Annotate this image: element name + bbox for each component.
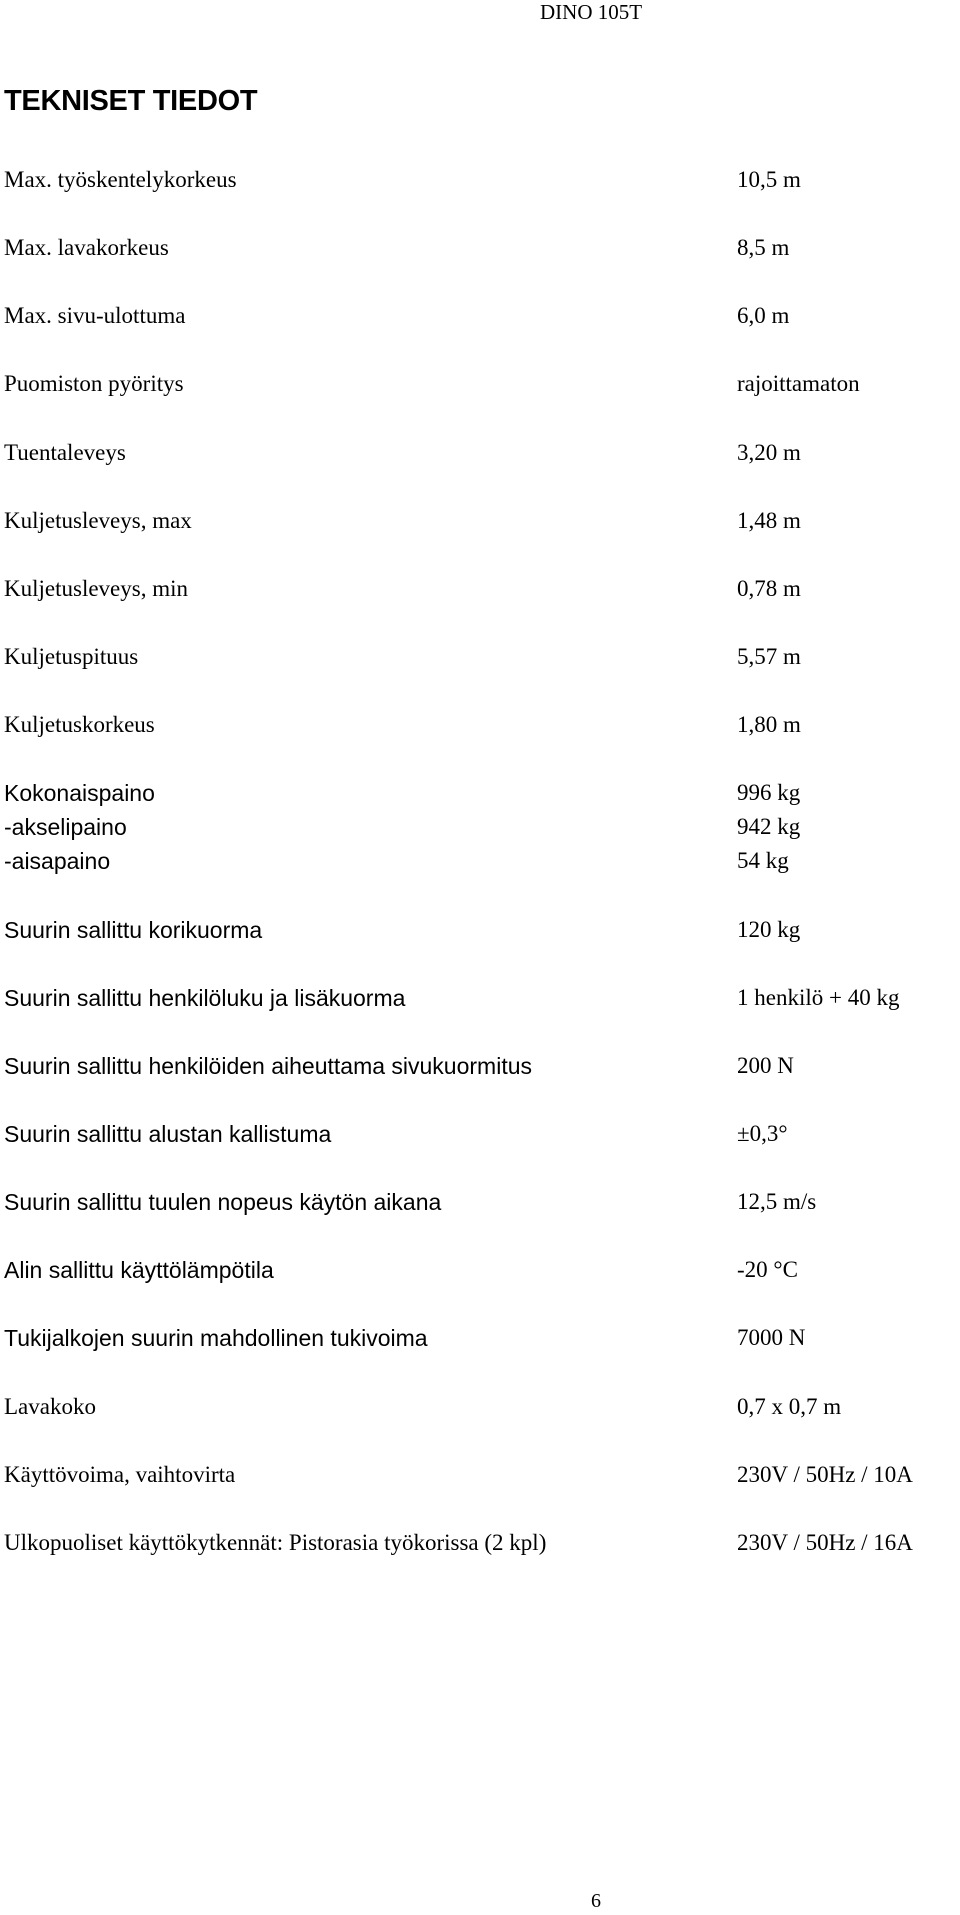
spec-label: Puomiston pyöritys [4,371,184,396]
spec-label: Suurin sallittu alustan kallistuma [4,1121,332,1147]
spec-label: Kuljetusleveys, max [4,508,192,533]
spec-label: Tuentaleveys [4,440,126,465]
spec-label: Max. lavakorkeus [4,235,169,260]
spec-value: 996 kg [737,780,801,805]
spec-value: 1 henkilö + 40 kg [737,985,900,1010]
spec-label: Kuljetuskorkeus [4,712,155,737]
spec-value: 1,48 m [737,508,801,533]
spec-label: Kokonaispaino [4,780,155,806]
spec-value: -20 °C [737,1257,798,1282]
spec-value: 942 kg [737,814,801,839]
spec-label: Tukijalkojen suurin mahdollinen tukivoima [4,1325,428,1351]
page-number: 6 [591,1890,601,1912]
spec-label: Kuljetuspituus [4,644,139,669]
spec-value: 3,20 m [737,440,801,465]
spec-label: Lavakoko [4,1394,96,1419]
spec-label: Suurin sallittu henkilöiden aiheuttama sivukuormitus [4,1053,533,1079]
spec-value: 7000 N [737,1325,806,1350]
spec-label: Max. työskentelykorkeus [4,167,237,192]
spec-label: -aisapaino [4,848,111,874]
spec-value: 0,78 m [737,576,801,601]
spec-label: -akselipaino [4,814,127,840]
spec-value: 0,7 x 0,7 m [737,1394,842,1419]
spec-value: 8,5 m [737,235,790,260]
spec-value: 1,80 m [737,712,801,737]
spec-value: rajoittamaton [737,371,860,396]
spec-value: 10,5 m [737,167,801,192]
spec-value: 230V / 50Hz / 10A [737,1462,913,1487]
spec-value: 6,0 m [737,303,790,328]
spec-value: 200 N [737,1053,794,1078]
document-header-model: DINO 105T [540,0,643,24]
spec-label: Kuljetusleveys, min [4,576,188,601]
spec-value: 5,57 m [737,644,801,669]
spec-value: 230V / 50Hz / 16A [737,1530,913,1555]
spec-label: Alin sallittu käyttölämpötila [4,1257,274,1283]
spec-label: Ulkopuoliset käyttökytkennät: Pistorasia työkorissa (2 kpl) [4,1530,547,1555]
spec-label: Käyttövoima, vaihtovirta [4,1462,236,1487]
spec-value: ±0,3° [737,1121,788,1146]
spec-label: Max. sivu-ulottuma [4,303,186,328]
spec-label: Suurin sallittu korikuorma [4,917,263,943]
spec-label: Suurin sallittu henkilöluku ja lisäkuorma [4,985,406,1011]
spec-value: 54 kg [737,848,789,873]
spec-label: Suurin sallittu tuulen nopeus käytön aikana [4,1189,442,1215]
spec-value: 120 kg [737,917,801,942]
page-title: TEKNISET TIEDOT [4,85,258,117]
spec-value: 12,5 m/s [737,1189,817,1214]
